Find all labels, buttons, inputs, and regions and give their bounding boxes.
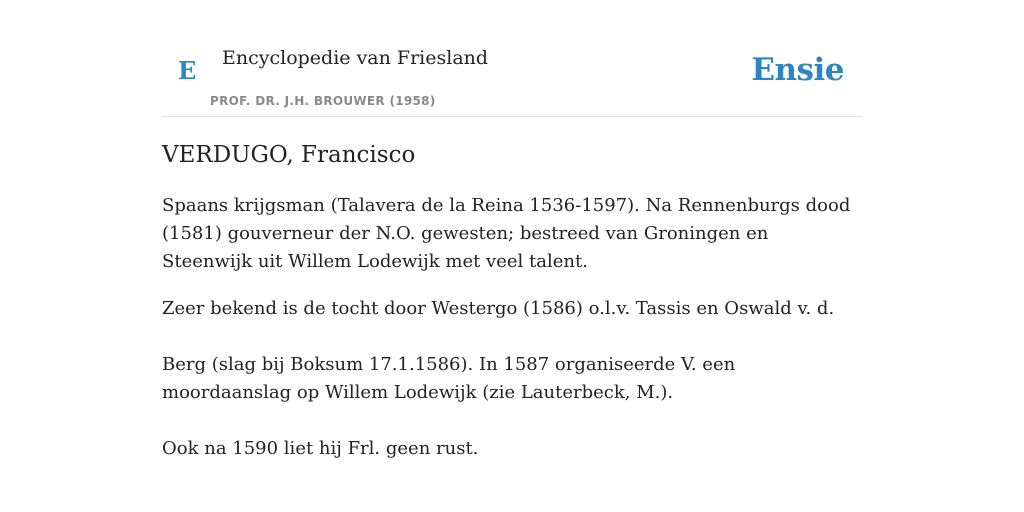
book-title-link[interactable]: Encyclopedie van Friesland [222, 47, 489, 69]
encyclopedia-logo-icon[interactable]: E [178, 56, 197, 85]
page [162, 0, 862, 512]
entry-paragraph: Berg (slag bij Boksum 17.1.1586). In 1587 organiseerde V. een moordaanslag op Willem Lodewijk (zie Lauterbeck, M.). [162, 354, 736, 403]
entry-paragraph: Ook na 1590 liet hij Frl. geen rust. [162, 438, 479, 459]
ensie-brand-logo[interactable]: Ensie [751, 52, 844, 88]
header [162, 0, 862, 117]
entry-paragraph: Zeer bekend is de tocht door Westergo (1586) o.l.v. Tassis en Oswald v. d. [162, 298, 835, 319]
entry-title: VERDUGO, Francisco [162, 142, 416, 168]
entry-paragraph: Spaans krijgsman (Talavera de la Reina 1536-1597). Na Rennenburgs dood (1581) gouverneur der N.O. gewesten; bestreed van Groningen en Steenwijk uit Willem Lodewijk met veel talent. [162, 195, 851, 272]
book-author: PROF. DR. J.H. BROUWER (1958) [210, 94, 436, 108]
